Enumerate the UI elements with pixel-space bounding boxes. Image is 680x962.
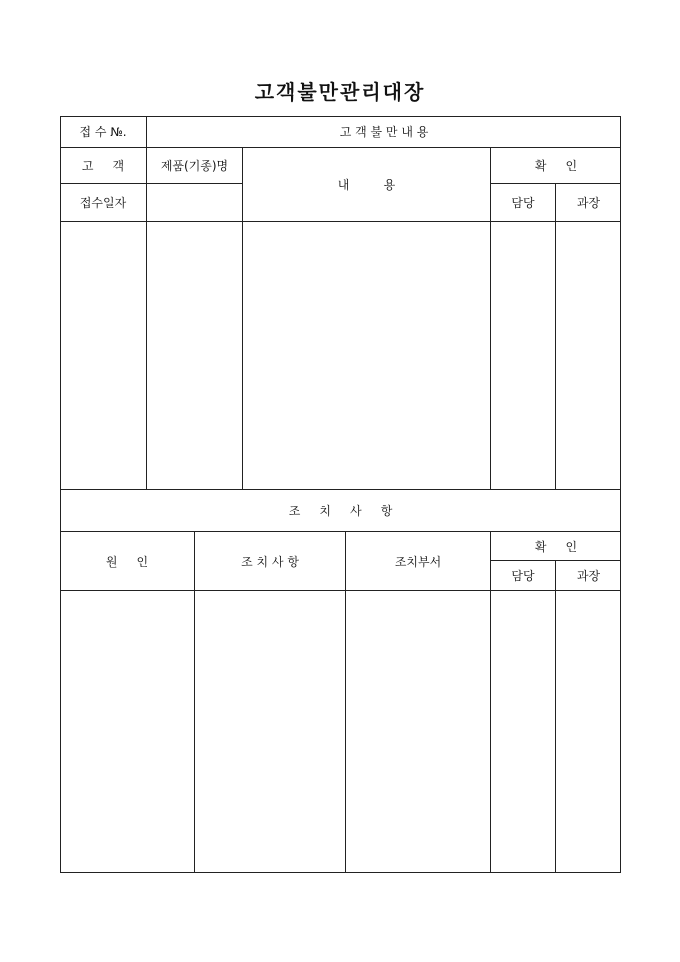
document-title: 고객불만관리대장 bbox=[254, 80, 426, 104]
receipt-no-label: 접 수 №. bbox=[79, 125, 127, 139]
product-model-label: 제품(기종)명 bbox=[160, 159, 229, 173]
manager-label: 담당 bbox=[511, 196, 535, 210]
action-department-label: 조치부서 bbox=[394, 554, 442, 569]
action-manager-label: 담당 bbox=[511, 569, 535, 583]
customer-label: 고 객 bbox=[81, 159, 125, 173]
confirm-label: 확 인 bbox=[534, 159, 578, 173]
action-section-title: 조 치 사 항 bbox=[288, 504, 393, 518]
complaint-entry-area[interactable] bbox=[61, 222, 620, 489]
receipt-date-label: 접수일자 bbox=[79, 196, 127, 210]
content-label: 내 용 bbox=[337, 178, 396, 192]
section-chief-label: 과장 bbox=[576, 196, 601, 210]
cause-label: 원 인 bbox=[105, 554, 149, 569]
action-items-label: 조 치 사 항 bbox=[241, 554, 299, 569]
action-confirm-label: 확 인 bbox=[534, 539, 578, 554]
complaint-content-heading: 고 객 불 만 내 용 bbox=[339, 125, 429, 139]
action-entry-area[interactable] bbox=[61, 591, 620, 872]
action-section-chief-label: 과장 bbox=[576, 569, 601, 583]
